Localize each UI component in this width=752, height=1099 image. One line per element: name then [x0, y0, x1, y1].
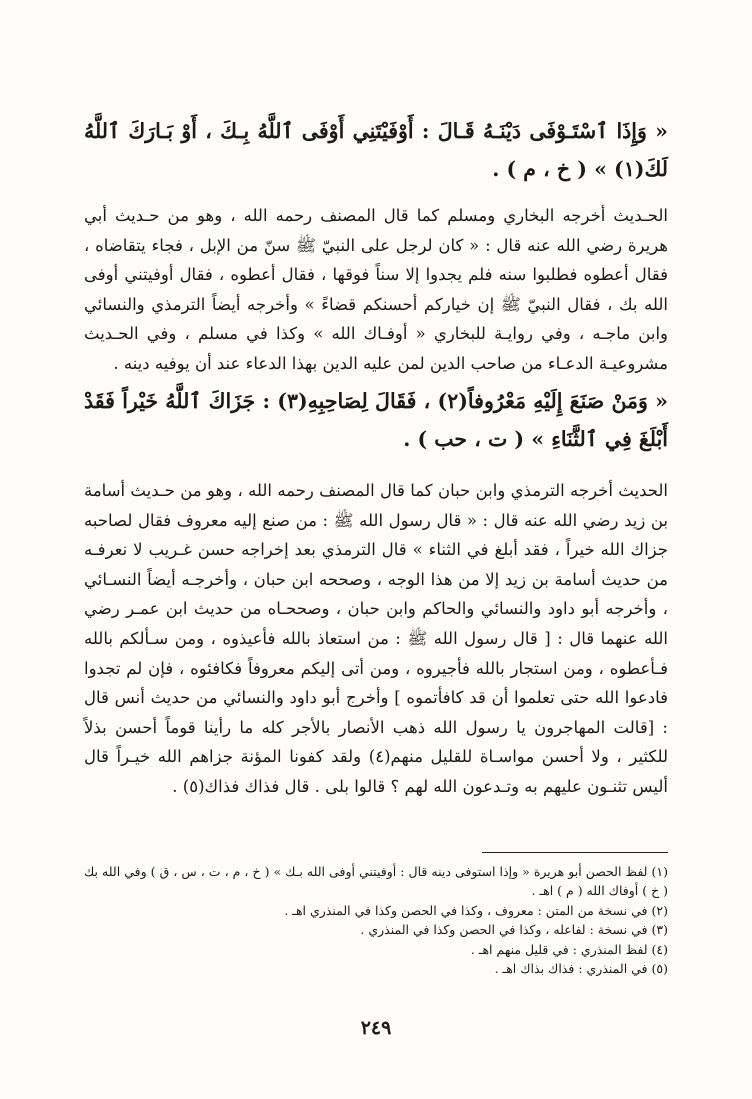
footnote-3: (٣) في نسخة : لفاعله ، وكذا في الحصن وكذا في المنذري . — [360, 922, 668, 938]
footnote-1: (١) لفظ الحصن أبو هريرة « وإذا استوفى دينه قال : أوفيتني أوفى الله بـك » ( خ ، م ، ت ، س ، ق ) وفي الله بك ( خ ) أوفاك الله ( م ) اهـ . — [84, 864, 668, 899]
commentary-paragraph-2: الحديث أخرجه الترمذي وابن حبان كما قال المصنف رحمه الله ، وهو من حـديث أسامة بن زيد رضي الله عنه قال : « قال رسول الله ﷺ : من صنع إليه معروف فقال لصاحبه جزاك الله خيراً ، فقد أبلغ في الثناء » قال الترمذي بعد إخراجه حسن غـريب لا نعرفـه من حديث أسامة بن زيد إلا من هذا الوجه ، وصححه ابن حبان ، وأخرجـه أيضاً النسـائي ، وأخرجه أبو داود والنسائي والحاكم وابن حبان ، وصححـاه من حديث ابن عمـر رضي الله عنهما قال : [ قال رسول الله ﷺ : من استعاذ بالله فأعيذوه ، ومن سـألكم بالله فـأعطوه ، ومن استجار بالله فأجيروه ، ومن أتى إليكم معروفاً فكافئوه ، فإن لم تجدوا فادعوا الله حتى تعلموا أن قد كافأتموه ] وأخرج أبو داود والنسائي من حديث أنس قال : [قالت المهاجرون يا رسول الله ذهب الأنصار بالأجر كله ما رأينا قوماً أحسن بذلاً للكثير ، ولا أحسن مواسـاة للقليل منهم(٤) ولقد كفونا المؤنة جزاهم الله خيـراً قال أليس تثنـون عليهم به وتـدعون الله لهم ؟ قالوا بلى . قال فذاك فذاك(٥) . — [84, 481, 668, 796]
footnote-2: (٢) في نسخة من المتن : معروف ، وكذا في الحصن وكذا في المنذري اهـ . — [284, 902, 668, 918]
footnote-divider — [482, 852, 668, 853]
hadith-text-1: « وَإِذَا ٱسْتَـوْفَى دَيْنَـهُ قَـالَ : أَوْفَيْتَنِي أَوْفَى ٱللَّهُ بِـكَ ، أَوْ بَـارَكَ ٱللَّهُ لَكَ(١) » ( خ ، م ) . — [84, 119, 668, 181]
commentary-paragraph-1: الحـديث أخرجه البخاري ومسلم كما قال المصنف رحمه الله ، وهو من حـديث أبي هريرة رضي الله عنه قال : « كان لرجل على النبيّ ﷺ سنّ من الإبل ، فجاء يتقاضاه ، فقال أعطوه فطلبوا سنه فلم يجدوا إلا سناً فوقها ، فقال أعطوه ، فقال أوفيتني أوفى الله بك ، فقال النبيّ ﷺ إن خياركم أحسنكم قضاءً » وأخرجه أيضاً الترمذي والنسائي وابن ماجـه ، وفي روايـة للبخاري « أوفـاك الله » وكذا في مسلم ، وفي الحـديث مشروعيـة الدعـاء من صاحب الدين لمن عليه الدين بهذا الدعاء عند أن يوفيه دينه . — [84, 206, 668, 373]
hadith-text-2: « وَمَنْ صَنَعَ إِلَيْهِ مَعْرُوفاً(٢) ، فَقَالَ لِصَاحِبِهِ(٣) : جَزَاكَ ٱللَّهُ خَيْراً فَقَدْ أَبْلَغَ فِي ٱلثَّنَاءِ » ( ت ، حب ) . — [84, 389, 668, 451]
footnote-5: (٥) في المنذري : فذاك بذاك اهـ . — [494, 961, 668, 977]
footnote-4: (٤) لفظ المنذري : في قليل منهم اهـ . — [470, 941, 668, 957]
page-number: ٢٤٩ — [360, 1017, 392, 1039]
footnotes — [84, 862, 668, 978]
